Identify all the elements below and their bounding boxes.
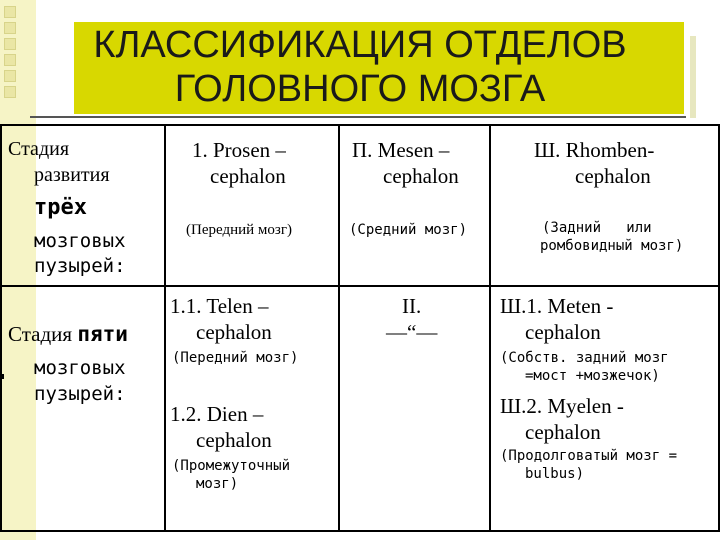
table-bottom-border [0,530,720,532]
metencephalon-name-1: Ш.1. Meten - [500,294,614,318]
stage5-line-1 [8,322,128,347]
title-line-2: ГОЛОВНОГО МОЗГА [174,68,546,110]
title-underline [30,116,686,118]
diencephalon-name-2: cephalon [196,428,272,452]
stage5-word-stage: Стадия [8,322,78,346]
rhombencephalon-translation-1: (Задний или [542,220,652,236]
telencephalon-name-1: 1.1. Telen – [170,294,269,318]
telencephalon-translation: (Передний мозг) [172,350,299,366]
diencephalon-translation-2: мозг) [196,476,239,492]
rhombencephalon-translation-2: ромбовидный мозг) [540,238,684,254]
prosencephalon-name-2: cephalon [210,164,286,188]
myelencephalon-translation-1: (Продолговатый мозг = [500,448,678,464]
myelencephalon-translation-2: bulbus) [525,466,585,482]
mesencephalon-name-2: cephalon [383,164,459,188]
table-col-divider-1 [164,124,166,532]
table-top-border [0,124,720,126]
mesencephalon-numeral: II. [402,294,422,318]
rhombencephalon-name-2: cephalon [575,164,651,188]
diencephalon-name-1: 1.2. Dien – [170,402,264,426]
stage5-line-2: мозговых [34,357,126,379]
stage3-line-4: мозговых [34,230,126,252]
edge-mark [0,374,4,379]
mesencephalon-translation: (Средний мозг) [349,222,468,238]
prosencephalon-name-1: 1. Prosen – [192,138,286,162]
prosencephalon-translation: (Передний мозг) [186,222,292,238]
mesencephalon-name-1: П. Mesen – [352,138,450,162]
rhombencephalon-name-1: Ш. Rhomben- [534,138,655,162]
table-col-divider-3 [489,124,491,532]
stage5-word-five: пяти [77,322,128,346]
myelencephalon-name-2: cephalon [525,420,601,444]
metencephalon-translation-1: (Собств. задний мозг [500,350,669,366]
stage3-line-2: развития [34,164,110,186]
ditto-mark: —“— [386,320,438,344]
diencephalon-translation-1: (Промежуточный [172,458,291,474]
table-row-divider [0,285,720,287]
stage3-line-5: пузырей: [34,255,126,277]
stage3-line-1: Стадия [8,138,70,160]
stage5-line-3: пузырей: [34,383,126,405]
metencephalon-translation-2: =мост +мозжечок) [525,368,660,384]
table-col-divider-2 [338,124,340,532]
myelencephalon-name-1: Ш.2. Myelen - [500,394,624,418]
table-left-border [0,124,2,532]
decorative-square [4,6,16,18]
telencephalon-name-2: cephalon [196,320,272,344]
stage3-line-3: трёх [34,195,87,220]
title-line-1: КЛАССИФИКАЦИЯ ОТДЕЛОВ [93,24,627,66]
metencephalon-name-2: cephalon [525,320,601,344]
